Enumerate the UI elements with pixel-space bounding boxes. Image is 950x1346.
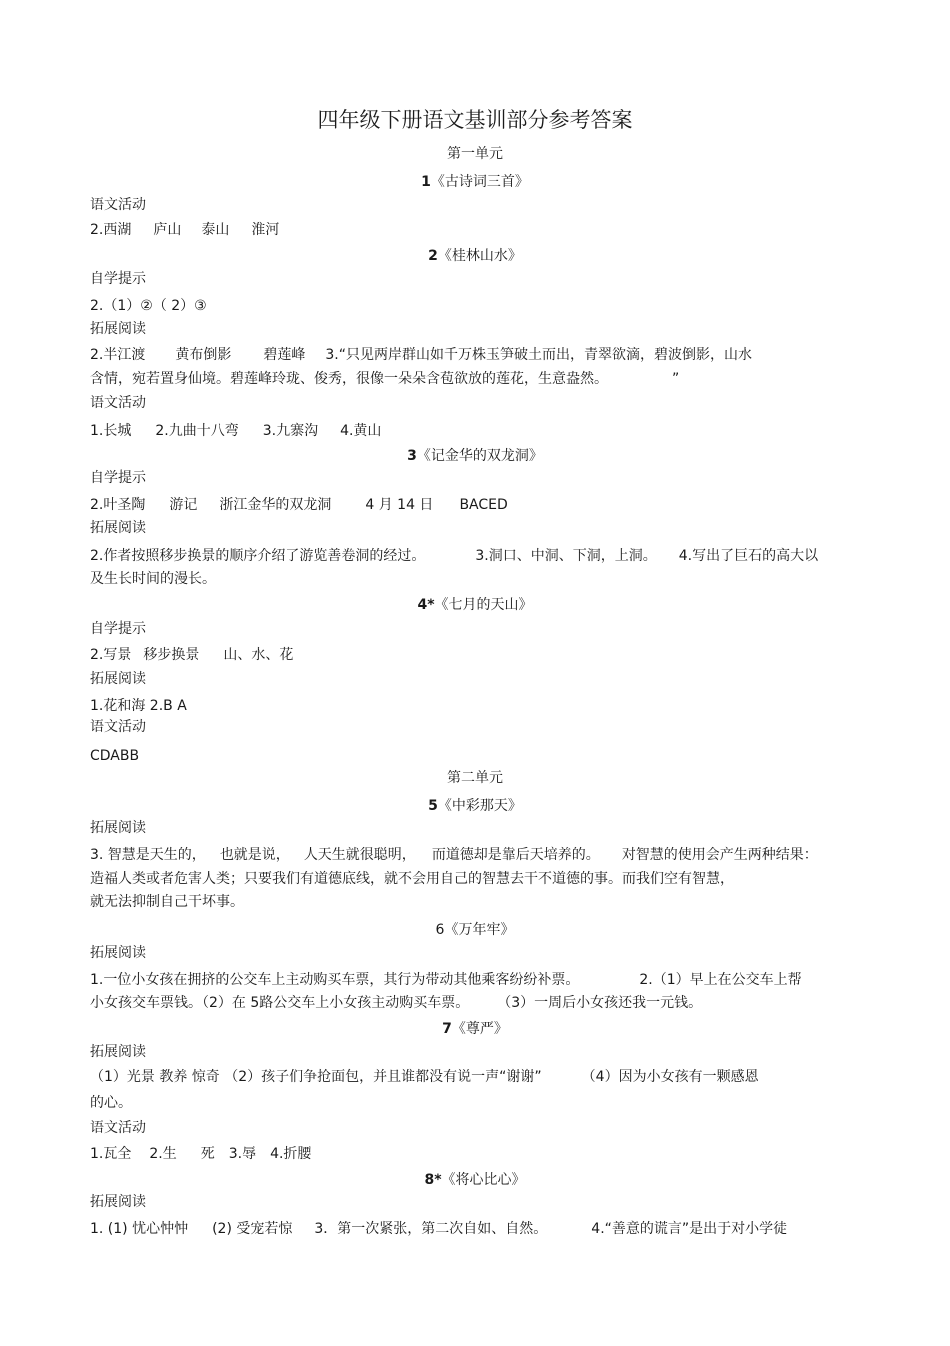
answer-line: 1.花和海 2.B A xyxy=(90,698,187,714)
answer-item: （3）一周后小女孩还我一元钱。 xyxy=(497,995,703,1011)
answer-item: 3.九寨沟 xyxy=(262,423,319,439)
lesson-title xyxy=(0,173,950,191)
lesson-number: 4* xyxy=(417,597,435,613)
answer-line: 2.（1）②（ 2）③ xyxy=(90,298,207,314)
section-label: 语文活动 xyxy=(90,1120,146,1136)
answer-item: 2.九曲十八弯 xyxy=(155,423,239,439)
answer-line xyxy=(90,370,679,388)
answer-line xyxy=(90,496,508,514)
answer-item: 山、水、花 xyxy=(223,647,294,663)
answer-item: 4.写出了巨石的高大以 xyxy=(678,548,819,564)
unit-heading: 第一单元 xyxy=(447,146,503,162)
lesson-title xyxy=(0,447,950,465)
answer-item: 2.写景 xyxy=(90,647,132,663)
answer-item: 2.半江渡 xyxy=(90,347,146,363)
unit-heading: 第二单元 xyxy=(447,770,503,786)
answer-item: 1.一位小女孩在拥挤的公交车上主动购买车票，其行为带动其他乘客纷纷补票。 xyxy=(90,972,580,988)
answer-line xyxy=(90,422,381,440)
section-label: 语文活动 xyxy=(90,395,146,411)
section-label: 拓展阅读 xyxy=(90,671,146,687)
lesson-name: 《记金华的双龙洞》 xyxy=(416,448,543,464)
lesson-number: 3 xyxy=(407,448,417,464)
answer-item: 2.叶圣陶 xyxy=(90,497,146,513)
lesson-title xyxy=(0,797,950,815)
answer-item: 4 月 14 日 xyxy=(365,497,434,513)
page-title: 四年级下册语文基训部分参考答案 xyxy=(317,108,633,132)
lesson-number: 7 xyxy=(442,1021,452,1037)
answer-line xyxy=(90,346,752,364)
section-label: 语文活动 xyxy=(90,197,146,213)
lesson-name: 《七月的天山》 xyxy=(434,597,533,613)
answer-item: 黄布倒影 xyxy=(175,347,232,363)
answer-item: 含情，宛若置身仙境。碧莲峰玲珑、俊秀，很像一朵朵含苞欲放的莲花，生意盎然。 xyxy=(90,371,608,387)
lesson-number: 2 xyxy=(428,248,438,264)
answer-line xyxy=(90,994,702,1012)
lesson-title xyxy=(0,247,950,265)
answer-item: BACED xyxy=(459,497,508,513)
answer-item: 对智慧的使用会产生两种结果： xyxy=(621,847,818,863)
closing-quote: ” xyxy=(672,371,680,387)
section-label: 自学提示 xyxy=(90,470,146,486)
answer-item: （4）因为小女孩有一颗感恩 xyxy=(581,1069,759,1085)
answer-item: 2.西湖 xyxy=(90,222,132,238)
section-label: 语文活动 xyxy=(90,719,146,735)
answer-line xyxy=(90,646,293,664)
answer-item: 2.生 xyxy=(149,1146,177,1162)
answer-line xyxy=(90,221,279,239)
answer-item: (2) 受宠若惊 xyxy=(212,1221,293,1237)
answer-item: 3. 智慧是天生的， xyxy=(90,847,206,863)
answer-item: （1）光景 教养 惊奇 （2）孩子们争抢面包，并且谁都没有说一声“谢谢” xyxy=(90,1069,542,1085)
answer-line: 及生长时间的漫长。 xyxy=(90,571,216,587)
answer-item: 也就是说， xyxy=(219,847,290,863)
lesson-title: 6《万年牢》 xyxy=(435,922,515,938)
answer-item: 小女孩交车票钱。（2）在 5路公交车上小女孩主动购买车票。 xyxy=(90,995,470,1011)
lesson-name: 《古诗词三首》 xyxy=(430,174,529,190)
answer-item: 2.作者按照移步换景的顺序介绍了游览善卷洞的经过。 xyxy=(90,548,426,564)
answer-line: CDABB xyxy=(90,748,140,764)
answer-line xyxy=(90,1068,759,1086)
answer-item: 4.黄山 xyxy=(340,423,382,439)
lesson-number: 5 xyxy=(428,798,438,814)
lesson-title xyxy=(0,1171,950,1189)
answer-line: 的心。 xyxy=(90,1095,132,1111)
section-label: 拓展阅读 xyxy=(90,1044,146,1060)
answer-item: 3.辱 xyxy=(228,1146,257,1162)
answer-item: 碧莲峰 xyxy=(263,347,306,363)
lesson-title xyxy=(0,1020,950,1038)
answer-item: 淮河 xyxy=(251,222,280,238)
answer-item: 2.（1）早上在公交车上帮 xyxy=(639,972,802,988)
answer-item: 4.折腰 xyxy=(270,1146,312,1162)
lesson-title xyxy=(0,596,950,614)
lesson-number: 8* xyxy=(424,1172,442,1188)
section-label: 自学提示 xyxy=(90,271,146,287)
answer-line: 造福人类或者危害人类；只要我们有道德底线，就不会用自己的智慧去干不道德的事。而我们空有智慧， xyxy=(90,871,734,887)
answer-item: 游记 xyxy=(169,497,198,513)
answer-item: 庐山 xyxy=(153,222,182,238)
lesson-name: 《尊严》 xyxy=(451,1021,508,1037)
section-label: 拓展阅读 xyxy=(90,820,146,836)
section-label: 拓展阅读 xyxy=(90,520,146,536)
answer-item: 浙江金华的双龙洞 xyxy=(219,497,332,513)
lesson-number: 1 xyxy=(421,174,431,190)
answer-item: 1.长城 xyxy=(90,423,132,439)
answer-item: 1. (1) 忧心忡忡 xyxy=(90,1221,189,1237)
answer-line xyxy=(90,846,818,864)
answer-line xyxy=(90,547,818,565)
answer-item: 死 xyxy=(200,1146,215,1162)
lesson-name: 《将心比心》 xyxy=(441,1172,526,1188)
answer-item: 3．第一次紧张，第二次自如、自然。 xyxy=(314,1221,548,1237)
answer-item: 4.“善意的谎言”是出于对小学徒 xyxy=(591,1221,788,1237)
section-label: 自学提示 xyxy=(90,621,146,637)
answer-line xyxy=(90,1220,787,1238)
answer-item: 3.“只见两岸群山如千万株玉笋破土而出，青翠欲滴，碧波倒影，山水 xyxy=(325,347,752,363)
section-label: 拓展阅读 xyxy=(90,1194,146,1210)
answer-line xyxy=(90,1145,311,1163)
lesson-name: 《桂林山水》 xyxy=(437,248,522,264)
answer-item: 人天生就很聪明， xyxy=(303,847,416,863)
answer-line xyxy=(90,971,802,989)
answer-item: 移步换景 xyxy=(143,647,200,663)
answer-line: 就无法抑制自己干坏事。 xyxy=(90,894,244,910)
answer-item: 泰山 xyxy=(201,222,230,238)
lesson-name: 《中彩那天》 xyxy=(437,798,522,814)
answer-item: 1.瓦全 xyxy=(90,1146,132,1162)
section-label: 拓展阅读 xyxy=(90,321,146,337)
section-label: 拓展阅读 xyxy=(90,945,146,961)
answer-item: 3.洞口、中洞、下洞，上洞。 xyxy=(475,548,657,564)
answer-item: 而道德却是靠后天培养的。 xyxy=(431,847,600,863)
